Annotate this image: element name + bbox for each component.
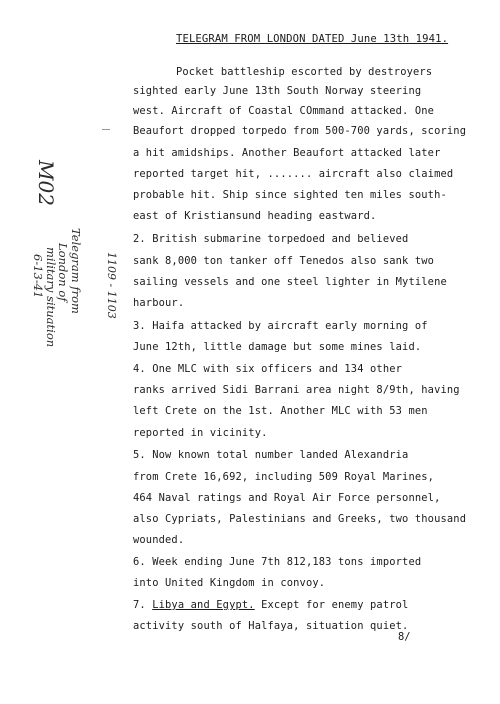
paragraph-3-start: 3. Haifa attacked by aircraft early morning of (133, 320, 428, 332)
handwritten-doc-numbers: 1109 - 1103 (105, 252, 118, 319)
item-7-number: 7. (133, 599, 146, 611)
handwritten-note-line: London of (56, 243, 70, 302)
paragraph-4-start: 4. One MLC with six officers and 134 other (133, 363, 403, 375)
document-title: TELEGRAM FROM LONDON DATED June 13th 1941. (176, 33, 449, 45)
text-line: also Cypriats, Palestinians and Greeks, two thousand (133, 513, 467, 525)
handwritten-note-line: Telegram from (69, 228, 83, 314)
text-line: a hit amidships. Another Beaufort attacked later (133, 147, 441, 159)
text-line: west. Aircraft of Coastal COmmand attacked. One (133, 105, 435, 117)
paragraph-6-start: 6. Week ending June 7th 812,183 tons imported (133, 556, 422, 568)
text-line: activity south of Halfaya, situation quiet. (133, 620, 409, 632)
text-line: reported target hit, ....... aircraft also claimed (133, 168, 454, 180)
text-line: sighted early June 13th South Norway steering (133, 85, 422, 97)
item-7-heading: Libya and Egypt. (152, 599, 255, 611)
paragraph-5-start: 5. Now known total number landed Alexandria (133, 449, 409, 461)
text-line: harbour. (133, 297, 185, 309)
text-line: probable hit. Ship since sighted ten miles south- (133, 189, 447, 201)
text-line: east of Kristiansund heading eastward. (133, 210, 377, 222)
text-line: sank 8,000 ton tanker off Tenedos also sank two (133, 255, 435, 267)
paragraph-7-start (133, 599, 408, 611)
text-line: June 12th, little damage but some mines laid. (133, 341, 422, 353)
text-line: Beaufort dropped torpedo from 500-700 yards, scoring (133, 125, 467, 137)
handwritten-note-date: 6-13-41 (31, 254, 45, 299)
handwritten-ref-number: M02 (34, 160, 58, 206)
item-7-rest: Except for enemy patrol (254, 599, 409, 611)
text-line: sailing vessels and one steel lighter in Mytilene (133, 276, 447, 288)
handwritten-note-line: military situation (44, 247, 58, 348)
text-line: 464 Naval ratings and Royal Air Force personnel, (133, 492, 441, 504)
text-line: wounded. (133, 534, 185, 546)
page-number: 8/ (398, 631, 411, 643)
text-line: left Crete on the 1st. Another MLC with 53 men (133, 405, 428, 417)
paragraph-2-start: 2. British submarine torpedoed and believed (133, 233, 409, 245)
text-line: Pocket battleship escorted by destroyers (176, 66, 433, 78)
margin-mark (102, 129, 110, 130)
text-line: ranks arrived Sidi Barrani area night 8/9th, having (133, 384, 460, 396)
text-line: from Crete 16,692, including 509 Royal Marines, (133, 471, 435, 483)
text-line: into United Kingdom in convoy. (133, 577, 326, 589)
text-line: reported in vicinity. (133, 427, 268, 439)
